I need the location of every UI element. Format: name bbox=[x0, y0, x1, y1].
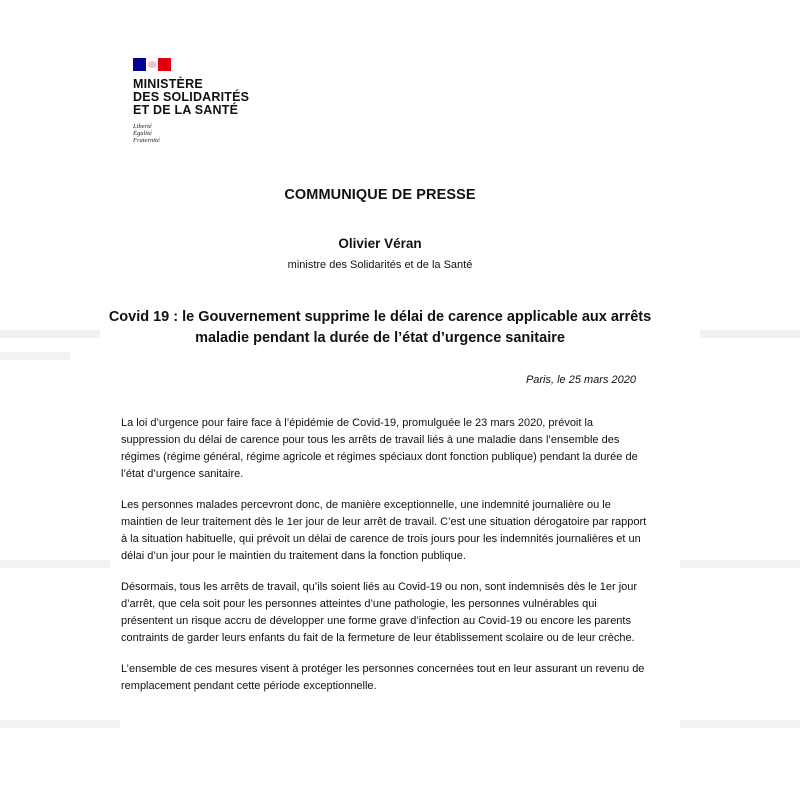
press-release-title: COMMUNIQUE DE PRESSE bbox=[284, 187, 476, 203]
bleed-through-mark bbox=[0, 352, 70, 360]
republic-motto bbox=[133, 123, 273, 144]
ministry-logo bbox=[133, 58, 273, 144]
flag-white-stripe bbox=[146, 58, 159, 71]
motto-line: Liberté bbox=[133, 123, 152, 130]
flag-blue-stripe bbox=[133, 58, 146, 71]
dateline: Paris, le 25 mars 2020 bbox=[525, 374, 636, 386]
flag-red-stripe bbox=[158, 58, 171, 71]
bleed-through-mark bbox=[680, 720, 800, 728]
bleed-through-mark bbox=[0, 330, 100, 338]
body-paragraph: Désormais, tous les arrêts de travail, qu’ils soient liés au Covid-19 ou non, sont indemnisés dès le 1er jour d’arrêt, que cela soit pour les personnes atteintes d’une pathologie, les personnes vulnérables qui présentent un risque accru de développer une forme grave d’infection au Covid-19 ou encore les parents contraints de garder leurs enfants du fait de la fermeture de leur établissement scolaire ou de leur crèche. bbox=[121, 581, 638, 644]
body-paragraph: La loi d’urgence pour faire face à l’épidémie de Covid-19, promulguée le 23 mars 2020, prévoit la suppression du délai de carence pour tous les arrêts de travail liés à une maladie dans l’ensemble des régimes (régime général, régime agricole et régimes spéciaux dont fonction publique) pendant la durée de l’état d’urgence sanitaire. bbox=[121, 417, 638, 480]
bleed-through-mark bbox=[680, 560, 800, 568]
headline: Covid 19 : le Gouvernement supprime le délai de carence applicable aux arrêts maladie pendant la durée de l’état d’urgence sanitaire bbox=[108, 309, 652, 346]
bleed-through-mark bbox=[0, 720, 120, 728]
body-paragraph: L’ensemble de ces mesures visent à protéger les personnes concernées tout en leur assurant un revenu de remplacement pendant cette période exceptionnelle. bbox=[121, 663, 645, 692]
motto-line: Fraternité bbox=[133, 137, 160, 144]
body-text bbox=[121, 415, 649, 709]
bleed-through-mark bbox=[700, 330, 800, 338]
minister-title: ministre des Solidarités et de la Santé bbox=[287, 259, 473, 271]
bleed-through-mark bbox=[0, 560, 110, 568]
marianne-flag-icon bbox=[133, 58, 171, 71]
motto-line: Égalité bbox=[133, 130, 152, 137]
minister-name: Olivier Véran bbox=[338, 236, 422, 251]
ministry-name-line: ET DE LA SANTÉ bbox=[133, 103, 239, 117]
body-paragraph: Les personnes malades percevront donc, de manière exceptionnelle, une indemnité journalière ou le maintien de leur traitement dès le 1er jour de leur arrêt de travail. C’est une situation dérogatoire par rapport à la situation habituelle, qui prévoit un délai de carence de trois jours pour les indemnités journalières et un délai d’un jour pour le maintien du traitement dans la fonction publique. bbox=[121, 499, 647, 562]
ministry-name-line: MINISTÈRE bbox=[133, 77, 203, 91]
ministry-name-line: DES SOLIDARITÉS bbox=[133, 90, 250, 104]
